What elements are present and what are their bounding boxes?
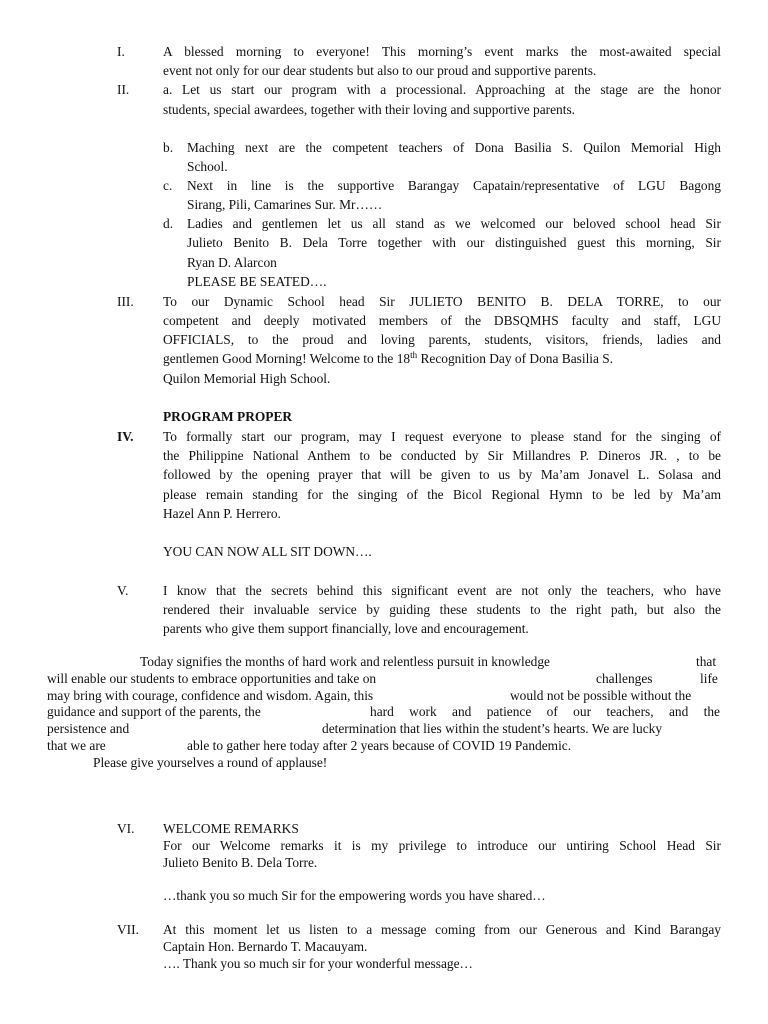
item-letter: c.	[163, 178, 173, 193]
paragraph-line: that	[696, 654, 717, 669]
paragraph-line: that we are	[47, 738, 106, 753]
section-text-line: please remain standing for the singing of the Bicol Regional Hymn to be led by Ma’am	[163, 487, 721, 502]
section-number: VI.	[117, 821, 135, 836]
section-text-line: Hazel Ann P. Herrero.	[163, 506, 281, 521]
section-text-line: A blessed morning to everyone! This morning’s event marks the most-awaited special	[163, 44, 721, 59]
section-text-line: To formally start our program, may I request everyone to please stand for the singing of	[163, 429, 721, 444]
section-number: V.	[117, 583, 129, 598]
paragraph-line: determination that lies within the student’s hearts. We are lucky	[322, 721, 663, 736]
section-text-line: I know that the secrets behind this significant event are not only the teachers, who have	[163, 583, 721, 598]
ordinal-suffix: th	[410, 350, 418, 360]
item-c-line: Next in line is the supportive Barangay Capatain/representative of LGU Bagong	[187, 178, 721, 193]
item-letter: d.	[163, 216, 174, 231]
item-a-line: students, special awardees, together with their loving and supportive parents.	[163, 102, 576, 117]
section-text-line: OFFICIALS, to the proud and loving parents, students, visitors, friends, ladies and	[163, 332, 721, 347]
paragraph-line: may bring with courage, confidence and wisdom. Again, this	[47, 688, 374, 703]
section-text-line: Quilon Memorial High School.	[163, 371, 331, 386]
section-text-line: Julieto Benito B. Dela Torre.	[163, 855, 318, 870]
item-b-line: Maching next are the competent teachers of Dona Basilia S. Quilon Memorial High	[187, 140, 721, 155]
paragraph-line: would not be possible without the	[510, 688, 692, 703]
paragraph-line: able to gather here today after 2 years because of COVID 19 Pandemic.	[187, 738, 572, 753]
item-c-line: Sirang, Pili, Camarines Sur. Mr……	[187, 197, 383, 212]
paragraph-line: life	[700, 671, 718, 686]
welcome-remarks-heading: WELCOME REMARKS	[163, 821, 299, 836]
section-text-line: rendered their invaluable service by guiding these students to the right path, but also the	[163, 602, 721, 617]
section-text-line: For our Welcome remarks it is my privilege to introduce our untiring School Head Sir	[163, 838, 721, 853]
section-number: III.	[117, 294, 134, 309]
section-number: IV.	[117, 429, 134, 444]
section-text-line: competent and deeply motivated members of the DBSQMHS faculty and staff, LGU	[163, 313, 721, 328]
item-a-line: a. Let us start our program with a processional. Approaching at the stage are the honor	[163, 82, 721, 97]
section-text-line: the Philippine National Anthem to be conducted by Sir Millandres P. Dineros JR. , to be	[163, 448, 721, 463]
please-be-seated: PLEASE BE SEATED….	[187, 274, 327, 289]
section-text-line	[163, 351, 721, 367]
section-text-line: …. Thank you so much sir for your wonderful message…	[163, 956, 473, 971]
item-letter: b.	[163, 140, 174, 155]
welcome-text: gentlemen Good Morning! Welcome to the 18	[163, 351, 411, 366]
section-text-line: To our Dynamic School head Sir JULIETO BENITO B. DELA TORRE, to our	[163, 294, 721, 309]
paragraph-line: Today signifies the months of hard work and relentless pursuit in knowledge	[140, 654, 551, 669]
section-text-line: followed by the opening prayer that will be given to us by Ma’am Jonavel L. Solasa and	[163, 467, 721, 482]
paragraph-line: persistence and	[47, 721, 130, 736]
program-proper-heading: PROGRAM PROPER	[163, 409, 293, 424]
section-text-line: Captain Hon. Bernardo T. Macauyam.	[163, 939, 368, 954]
section-text-line: At this moment let us listen to a message coming from our Generous and Kind Barangay	[163, 922, 721, 937]
item-d-line: Ladies and gentlemen let us all stand as we welcomed our beloved school head Sir	[187, 216, 721, 231]
section-number: II.	[117, 82, 130, 97]
section-number: VII.	[117, 922, 139, 937]
item-b-line: School.	[187, 159, 228, 174]
section-number: I.	[117, 44, 125, 59]
paragraph-line: guidance and support of the parents, the	[47, 704, 261, 719]
applause-line: Please give yourselves a round of applause!	[93, 755, 328, 770]
item-d-line: Julieto Benito B. Dela Torre together with our distinguished guest this morning, Sir	[187, 235, 721, 250]
paragraph-line: will enable our students to embrace opportunities and take on	[47, 671, 377, 686]
welcome-text-rest: Recognition Day of Dona Basilia S.	[417, 351, 614, 366]
section-text-line: …thank you so much Sir for the empowering words you have shared…	[163, 888, 546, 903]
section-text-line: event not only for our dear students but also to our proud and supportive parents.	[163, 63, 597, 78]
item-d-line: Ryan D. Alarcon	[187, 255, 277, 270]
paragraph-line: hard work and patience of our teachers, and the	[370, 704, 720, 719]
paragraph-line: challenges	[596, 671, 653, 686]
section-text-line: parents who give them support financially, love and encouragement.	[163, 621, 529, 636]
sit-down-line: YOU CAN NOW ALL SIT DOWN….	[163, 544, 372, 559]
